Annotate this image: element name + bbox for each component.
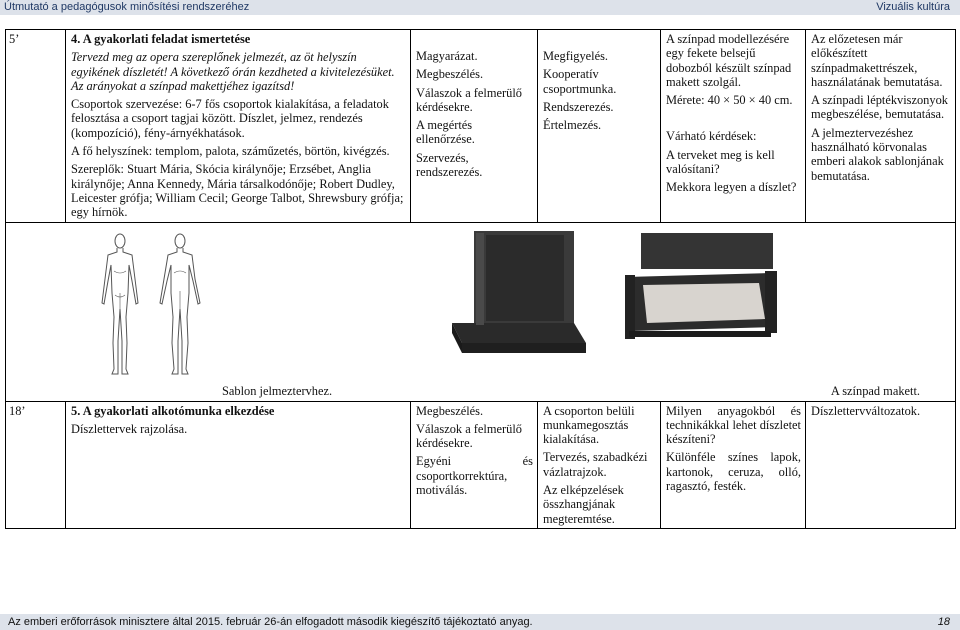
aim-text: Mekkora legyen a díszlet?: [666, 180, 797, 195]
method-item: Megbeszélés.: [416, 403, 484, 418]
work-item: Értelmezés.: [543, 118, 602, 133]
tools-cell: [806, 401, 956, 528]
step-title: 4. A gyakorlati feladat ismertetése: [71, 32, 251, 46]
aim-text: A színpad modellezésére egy fekete belsejű dobozból készült színpad makett szolgál.: [666, 32, 792, 89]
aim-text: Mérete: 40 × 50 × 40 cm.: [666, 93, 793, 108]
table-row-images: [6, 222, 956, 401]
tools-cell: [806, 30, 956, 223]
page-number: 18: [937, 616, 950, 628]
task-intro: Tervezd meg az opera szereplőnek jelmezét, az öt helyszín egyikének díszletét! A következő órán kezdheted a kivitelezésüket. Az arányokat a színpad makettjéhez igazítsd!: [71, 50, 395, 93]
method-item: Egyéni és csoportkorrektúra, motiválás.: [416, 454, 533, 498]
header-subject: Vizuális kultúra: [876, 1, 950, 13]
time-cell: 5’: [6, 30, 66, 223]
work-item: Kooperatív csoportmunka.: [543, 67, 617, 96]
header-title: Útmutató a pedagógusok minősítési rendszeréhez: [4, 1, 250, 13]
work-form-cell: [538, 401, 661, 528]
work-item: Rendszerezés.: [543, 99, 614, 114]
aims-cell: [661, 30, 806, 223]
method-item: Magyarázat.: [416, 49, 478, 63]
work-item: Az elképzelések összhangjának megteremtése.: [543, 483, 624, 526]
locations-text: A fő helyszínek: templom, palota, száműzetés, börtön, kivégzés.: [71, 144, 390, 159]
time-cell: 18’: [6, 401, 66, 528]
stage-model-photo-front: [446, 225, 591, 365]
costume-template-figure: [88, 231, 228, 379]
method-item: Válaszok a felmerülő kérdésekre.: [416, 85, 522, 114]
template-caption: Sablon jelmeztervhez.: [222, 384, 333, 399]
method-item: Válaszok a felmerülő kérdésekre.: [416, 421, 522, 451]
footer-text: Az emberi erőforrások minisztere által 2015. február 26-án elfogadott második kiegészítő tájékoztató anyag.: [8, 616, 533, 628]
aim-text: A terveket meg is kell valósítani?: [666, 147, 775, 177]
aims-cell: [661, 401, 806, 528]
aim-text: Várható kérdések:: [666, 129, 757, 144]
characters-text: Szereplők: Stuart Mária, Skócia királynője; Erzsébet, Anglia királynője; Anna Kennedy, Mária társalkodónője; Robert Dudley, Leicester grófja; William Cecil; George Talbot, Shrewsbury grófja; egy hírnök.: [71, 162, 404, 220]
work-item: A csoporton belüli munkamegosztás kialakítása.: [543, 403, 635, 447]
step-title: 5. A gyakorlati alkotómunka elkezdése: [71, 403, 275, 418]
step-subtitle: Díszlettervek rajzolása.: [71, 421, 188, 436]
method-item: A megértés ellenőrzése.: [416, 118, 475, 147]
blank-line: [666, 111, 801, 125]
methods-cell: [411, 401, 538, 528]
activity-cell: [66, 30, 411, 223]
aim-text: Milyen anyagokból és technikákkal lehet díszletet készíteni?: [666, 403, 801, 447]
work-item: Megfigyelés.: [543, 49, 609, 63]
work-item: Tervezés, szabadkézi vázlatrajzok.: [543, 450, 648, 479]
work-form-cell: [538, 30, 661, 223]
tool-item: Díszlettervváltozatok.: [811, 403, 921, 418]
group-organisation-text: Csoportok szervezése: 6-7 fős csoportok kialakítása, a feladatok felosztása a csoport tagjai között. Díszlet, jelmez, rendezés (kompozíció), fény-árnyékhatások.: [71, 97, 389, 140]
tool-item: A színpadi léptékviszonyok megbeszélése, bemutatása.: [811, 93, 948, 122]
methods-cell: [411, 30, 538, 223]
table-row-step-5: [6, 401, 956, 528]
method-item: Megbeszélés.: [416, 67, 484, 82]
tool-item: Az előzetesen már előkészített színpadmakettrészek, használatának bemutatása.: [811, 32, 943, 89]
activity-cell: [66, 401, 411, 528]
lesson-plan-table: [5, 29, 956, 529]
image-cell: [6, 222, 956, 401]
aim-text: Különféle színes lapok, kartonok, ceruza, olló, ragasztó, festék.: [666, 450, 801, 494]
stage-model-caption: A színpad makett.: [830, 384, 920, 399]
method-item: Szervezés, rendszerezés.: [416, 150, 483, 180]
table-row-step-4: [6, 30, 956, 223]
tool-item: A jelmeztervezéshez használható körvonalas emberi alakok sablonjának bemutatása.: [811, 125, 944, 183]
stage-model-photo-back: [621, 227, 781, 357]
